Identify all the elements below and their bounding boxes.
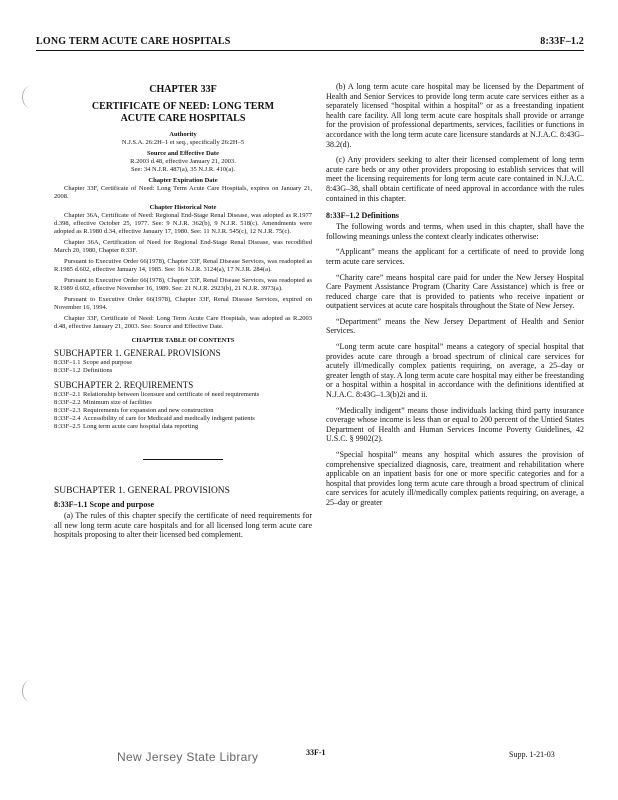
toc-item-number: 8:33F–1.1 bbox=[54, 359, 81, 366]
authority-heading: Authority bbox=[169, 131, 197, 138]
source-line-2: See: 34 N.J.R. 487(a), 35 N.J.R. 410(a). bbox=[131, 166, 235, 173]
authority-text: N.J.S.A. 26:2H–1 et seq., specifically 26:2H–5 bbox=[121, 139, 245, 146]
toc-item-number: 8:33F–2.3 bbox=[54, 407, 81, 414]
source-heading: Source and Effective Date bbox=[147, 150, 219, 157]
page-number: 33F-1 bbox=[306, 748, 326, 757]
history-paragraph: Chapter 36A, Certificate of Need: Regional End-Stage Renal Disease, was adopted as R.1977 d.398, effective October 25, 1977. See: 9 N.J.R. 362(b), 9 N.J.R. 518(c). Amendments were adopted as R.1980 d.34, effective January 17, 1980. See: 11 N.J.R. 545(c), 12 N.J.R. 75(c). bbox=[54, 212, 312, 235]
toc-item-number: 8:33F–1.2 bbox=[54, 367, 81, 374]
toc-item-title: Relationship between licensure and certificate of need requirements bbox=[83, 391, 260, 398]
definition-applicant: “Applicant” means the applicant for a certificate of need to provide long term acute care services. bbox=[326, 247, 584, 266]
toc-subchapter-1: SUBCHAPTER 1. GENERAL PROVISIONS bbox=[54, 348, 221, 358]
right-column bbox=[326, 58, 584, 514]
toc-item-title: Requirements for expansion and new construction bbox=[83, 407, 214, 414]
expiration-heading: Chapter Expiration Date bbox=[148, 177, 218, 184]
toc-item bbox=[54, 415, 312, 423]
header-title: LONG TERM ACUTE CARE HOSPITALS bbox=[36, 36, 231, 47]
expiration-text: Chapter 33F, Certificate of Need: Long Term Acute Care Hospitals, expires on January 21, 2008. bbox=[54, 185, 312, 200]
toc-title: CHAPTER TABLE OF CONTENTS bbox=[131, 337, 235, 344]
section-1-1-heading: 8:33F–1.1 Scope and purpose bbox=[54, 500, 155, 509]
toc-item bbox=[54, 399, 312, 407]
section-1-1-paragraph-a: (a) The rules of this chapter specify the certificate of need requirements for all new long term acute care hospitals and for all licensed long term acute care hospitals proposing to alter their licensed bed complement. bbox=[54, 511, 312, 540]
toc-item bbox=[54, 391, 312, 399]
toc-subchapter-2: SUBCHAPTER 2. REQUIREMENTS bbox=[54, 380, 194, 390]
definition-department: “Department” means the New Jersey Department of Health and Senior Services. bbox=[326, 316, 584, 336]
toc-item-number: 8:33F–2.2 bbox=[54, 399, 81, 406]
running-header bbox=[36, 36, 584, 48]
section-1-1-paragraph-c: (c) Any providers seeking to alter their licensed complement of long term acute care beds or any other providers proposing to establish services that will meet the licensing requirements for long term acute care contained in N.J.A.C. 8:43G–38, shall obtain certificate of need approval in accordance with the rules contained in this chapter. bbox=[326, 155, 584, 203]
chapter-title-line2: ACUTE CARE HOSPITALS bbox=[120, 113, 246, 124]
section-1-2-heading: 8:33F–1.2 Definitions bbox=[326, 211, 399, 221]
source-line-1: R.2003 d.48, effective January 21, 2003. bbox=[130, 158, 236, 165]
section-divider bbox=[143, 459, 223, 460]
chapter-title bbox=[54, 101, 312, 125]
header-rule bbox=[36, 50, 584, 51]
definition-special-hospital: “Special hospital” means any hospital which assures the provision of comprehensive specialized diagnosis, care, treatment and rehabilitation where applicable on an inpatient basis for one or more specific categories and for a hospital that provides long term acute care through a broad spectrum of clinical care services for acutely ill/medically complex patients requiring, on average, a 25–day or greater bbox=[326, 450, 584, 507]
definitions-intro: The following words and terms, when used in this chapter, shall have the following meanings unless the context clearly indicates otherwise: bbox=[326, 222, 584, 241]
toc-item bbox=[54, 423, 312, 431]
history-heading: Chapter Historical Note bbox=[149, 204, 217, 211]
subchapter-1-heading: SUBCHAPTER 1. GENERAL PROVISIONS bbox=[54, 486, 230, 496]
punch-hole-top bbox=[22, 86, 39, 108]
page-footer bbox=[0, 748, 618, 774]
toc-item-title: Minimum size of facilities bbox=[83, 399, 152, 406]
history-paragraph: Pursuant to Executive Order 66(1978), Chapter 33F, Renal Disease Services, was readopted as R.1989 d.602, effective November 16, 1989. See: 21 N.J.R. 2923(b), 21 N.J.R. 3973(a). bbox=[54, 277, 312, 292]
header-section-number: 8:33F–1.2 bbox=[540, 36, 584, 47]
chapter-title-line1: CERTIFICATE OF NEED: LONG TERM bbox=[91, 101, 275, 112]
section-1-1-paragraph-b: (b) A long term acute care hospital may be licensed by the Department of Health and Senior Services to provide long term acute care services either as a separately licensed “hospital within a hospital” or as a freestanding inpatient health care facility. All long term acute care hospitals shall provide or arrange for the provision of professional departments, services, facilities or functions in accordance with the long term acute care licensure standards at N.J.A.C. 8:43G–38.2(d). bbox=[326, 82, 584, 149]
toc-item-title: Accessibility of care for Medicaid and medically indigent patients bbox=[83, 415, 255, 422]
supplement-date: Supp. 1-21-03 bbox=[509, 750, 555, 759]
toc-item-number: 8:33F–2.4 bbox=[54, 415, 81, 422]
left-column bbox=[54, 58, 312, 546]
history-paragraph: Pursuant to Executive Order 66(1978), Chapter 33F, Renal Disease Services, was readopted as R.1985 d.602, effective January 14, 1985. See: 16 N.J.R. 3124(a), 17 N.J.R. 284(a). bbox=[54, 258, 312, 273]
library-stamp: New Jersey State Library bbox=[117, 750, 259, 764]
toc-item-title: Definitions bbox=[83, 367, 113, 374]
definition-charity-care: “Charity care” means hospital care paid for under the New Jersey Hospital Care Payment Assistance Program (Charity Care Assistance) which is free or reduced charge care that is provided to patients who receive inpatient or outpatient services at acute care hospitals throughout the State of New Jersey. bbox=[326, 272, 584, 311]
toc-item-number: 8:33F–2.1 bbox=[54, 391, 81, 398]
chapter-number: CHAPTER 33F bbox=[149, 84, 217, 95]
history-paragraph: Chapter 36A, Certification of Need for Regional End-Stage Renal Disease, was recodified March 20, 1980, Chapter 8:33F. bbox=[54, 239, 312, 254]
definition-long-term-acute-care-hospital: “Long term acute care hospital” means a category of special hospital that provides acute care through a broad spectrum of clinical care services for acutely ill/medically complex patients requiring, on average, a 25–day or greater length of stay. A long term acute care hospital may either be freestanding or a hospital within a hospital in accordance with the definitions identified at N.J.A.C. 8:43G–1.3(b)2i and ii. bbox=[326, 342, 584, 400]
definition-medically-indigent: “Medically indigent” means those individuals lacking third party insurance coverage whose income is less than or equal to 200 percent of the Untied States Department of Health and Human Services Income Poverty Guidelines, 42 U.S.C. § 9902(2). bbox=[326, 405, 584, 444]
history-paragraph: Pursuant to Executive Order 66(1978), Chapter 33F, Renal Disease Services, expired on November 16, 1994. bbox=[54, 296, 312, 311]
toc-item-title: Scope and purpose bbox=[83, 359, 133, 366]
toc-item bbox=[54, 407, 312, 415]
toc-item bbox=[54, 367, 312, 375]
toc-item-number: 8:33F–2.5 bbox=[54, 423, 81, 430]
punch-hole-bottom bbox=[22, 680, 39, 702]
toc-item bbox=[54, 359, 312, 367]
toc-item-title: Long term acute care hospital data reporting bbox=[83, 423, 199, 430]
history-paragraph: Chapter 33F, Certificate of Need: Long Term Acute Care Hospitals, was adopted as R.2003 d.48, effective January 21, 2003. See: Source and Effective Date. bbox=[54, 315, 312, 330]
